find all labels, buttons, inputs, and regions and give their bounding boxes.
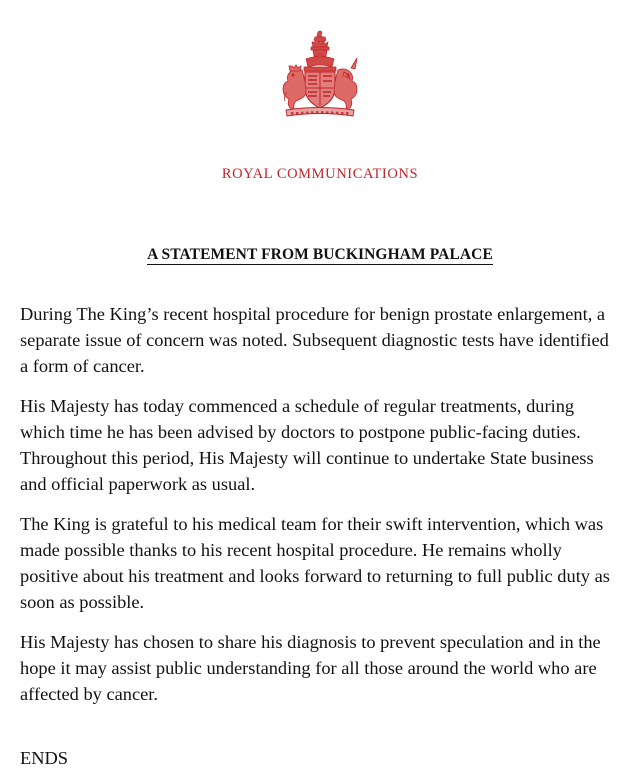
statement-paragraph: His Majesty has chosen to share his diagnosis to prevent speculation and in the hope it may assist public understanding for all those around the world who are affected by cancer. bbox=[20, 632, 601, 704]
ends-marker: ENDS bbox=[20, 748, 69, 768]
statement-body bbox=[0, 301, 640, 707]
royal-coat-of-arms-icon bbox=[258, 30, 382, 126]
statement-paragraph: The King is grateful to his medical team for their swift intervention, which was made possible thanks to his recent hospital procedure. He remains wholly positive about his treatment and looks forward to returning to full public duty as soon as possible. bbox=[20, 514, 610, 612]
statement-paragraph: His Majesty has today commenced a schedule of regular treatments, during which time he has been advised by doctors to postpone public-facing duties. Throughout this period, His Majesty will continue to undertake State business and official paperwork as usual. bbox=[20, 396, 594, 494]
page-title bbox=[0, 246, 640, 264]
statement-paragraph: During The King’s recent hospital procedure for benign prostate enlargement, a separate issue of concern was noted. Subsequent diagnostic tests have identified a form of cancer. bbox=[20, 304, 609, 376]
page-title-text: A STATEMENT FROM BUCKINGHAM PALACE bbox=[147, 246, 493, 263]
crest-container bbox=[0, 0, 640, 126]
masthead-royal-communications: ROYAL COMMUNICATIONS bbox=[221, 166, 419, 182]
